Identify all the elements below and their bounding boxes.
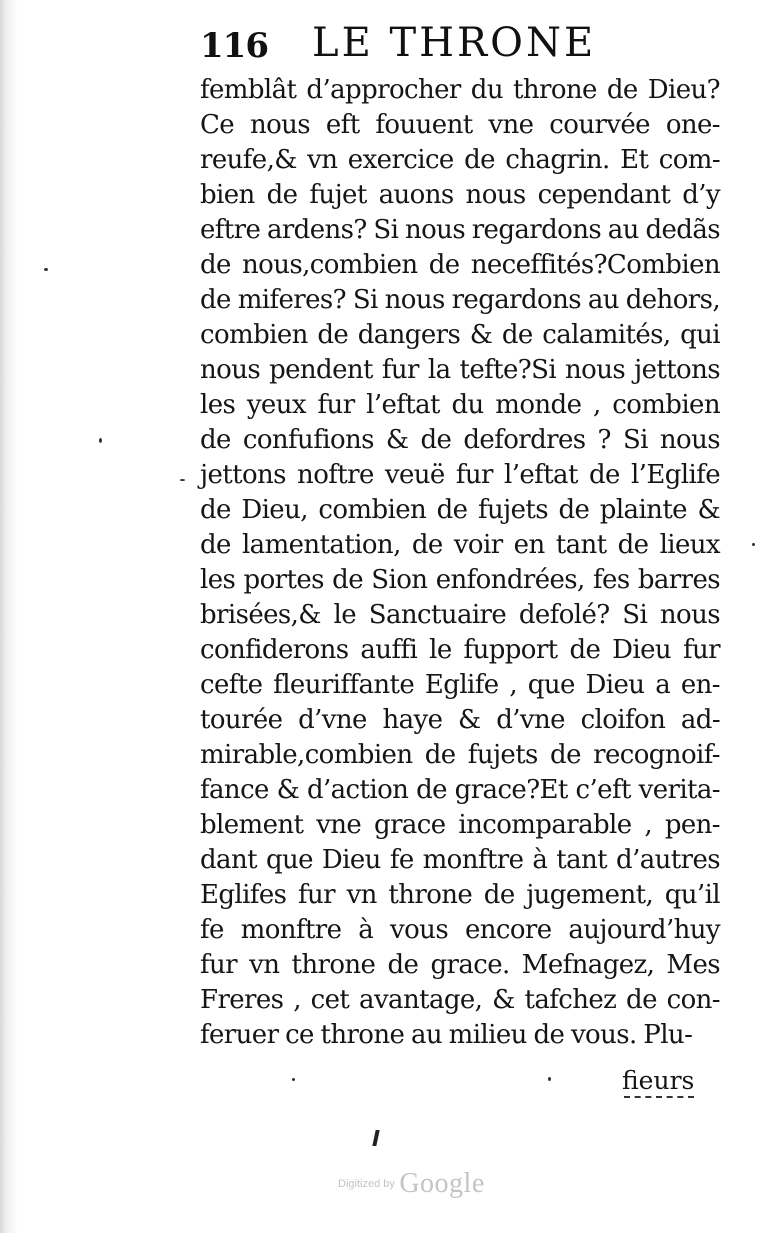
text-line: femblât d’approcher du throne de Dieu? xyxy=(200,75,720,105)
signature-mark xyxy=(372,1130,379,1146)
catchword: fieurs xyxy=(622,1066,695,1095)
ink-speck xyxy=(99,438,102,443)
text-line: jettons noftre veuë fur l’eftat de l’Eglife xyxy=(200,460,720,490)
text-line: dant que Dieu fe monftre à tant d’autres xyxy=(200,845,720,875)
ink-speck xyxy=(292,1078,295,1081)
text-line: tourée d’vne haye & d’vne cloifon ad- xyxy=(200,705,720,735)
text-line: Freres , cet avantage, & tafchez de con- xyxy=(200,985,720,1015)
ink-speck xyxy=(180,479,185,481)
running-head xyxy=(200,18,620,78)
text-line: fur vn throne de grace. Mefnagez, Mes xyxy=(200,950,720,980)
text-line: de lamentation, de voir en tant de lieux xyxy=(200,530,720,560)
text-line: fance & d’action de grace?Et c’eft verita- xyxy=(200,775,720,805)
catchword-underline xyxy=(624,1096,694,1098)
text-line: cefte fleuriffante Eglife , que Dieu a en- xyxy=(200,670,720,700)
text-line: combien de dangers & de calamités, qui xyxy=(200,320,720,350)
page-number: 116 xyxy=(200,26,268,66)
text-line: les yeux fur l’eftat du monde , combien xyxy=(200,390,720,420)
body-text xyxy=(200,73,720,1053)
text-line: fe monftre à vous encore aujourd’huy xyxy=(200,915,720,945)
text-line: bien de fujet auons nous cependant d’y xyxy=(200,180,720,210)
running-title: LE THRONE xyxy=(312,20,597,66)
text-line: de Dieu, combien de fujets de plainte & xyxy=(200,495,720,525)
digitized-watermark xyxy=(338,1168,485,1200)
watermark-prefix: Digitized by xyxy=(338,1178,395,1190)
watermark-brand: Google xyxy=(399,1168,485,1199)
text-line: de nous,combien de neceffités?Combien xyxy=(200,250,720,280)
page-gutter-shadow xyxy=(0,0,18,1233)
text-line: confiderons auffi le fupport de Dieu fur xyxy=(200,635,720,665)
text-line: brisées,& le Sanctuaire defolé? Si nous xyxy=(200,600,720,630)
text-line: Eglifes fur vn throne de jugement, qu’il xyxy=(200,880,720,910)
ink-speck xyxy=(548,1077,551,1081)
ink-speck xyxy=(44,268,48,271)
ink-speck xyxy=(752,543,755,546)
text-line: de miferes? Si nous regardons au dehors, xyxy=(200,285,720,315)
text-line: de confufions & de defordres ? Si nous xyxy=(200,425,720,455)
text-line: Ce nous eft fouuent vne courvée one- xyxy=(200,110,720,140)
text-line: nous pendent fur la tefte?Si nous jettons xyxy=(200,355,720,385)
text-line: feruer ce throne au milieu de vous. Plu- xyxy=(200,1020,693,1050)
text-line: les portes de Sion enfondrées, fes barres xyxy=(200,565,720,595)
text-line: mirable,combien de fujets de recognoif- xyxy=(200,740,720,770)
text-line: reufe,& vn exercice de chagrin. Et com- xyxy=(200,145,720,175)
text-line: eftre ardens? Si nous regardons au dedãs xyxy=(200,215,720,245)
text-line: blement vne grace incomparable , pen- xyxy=(200,810,720,840)
